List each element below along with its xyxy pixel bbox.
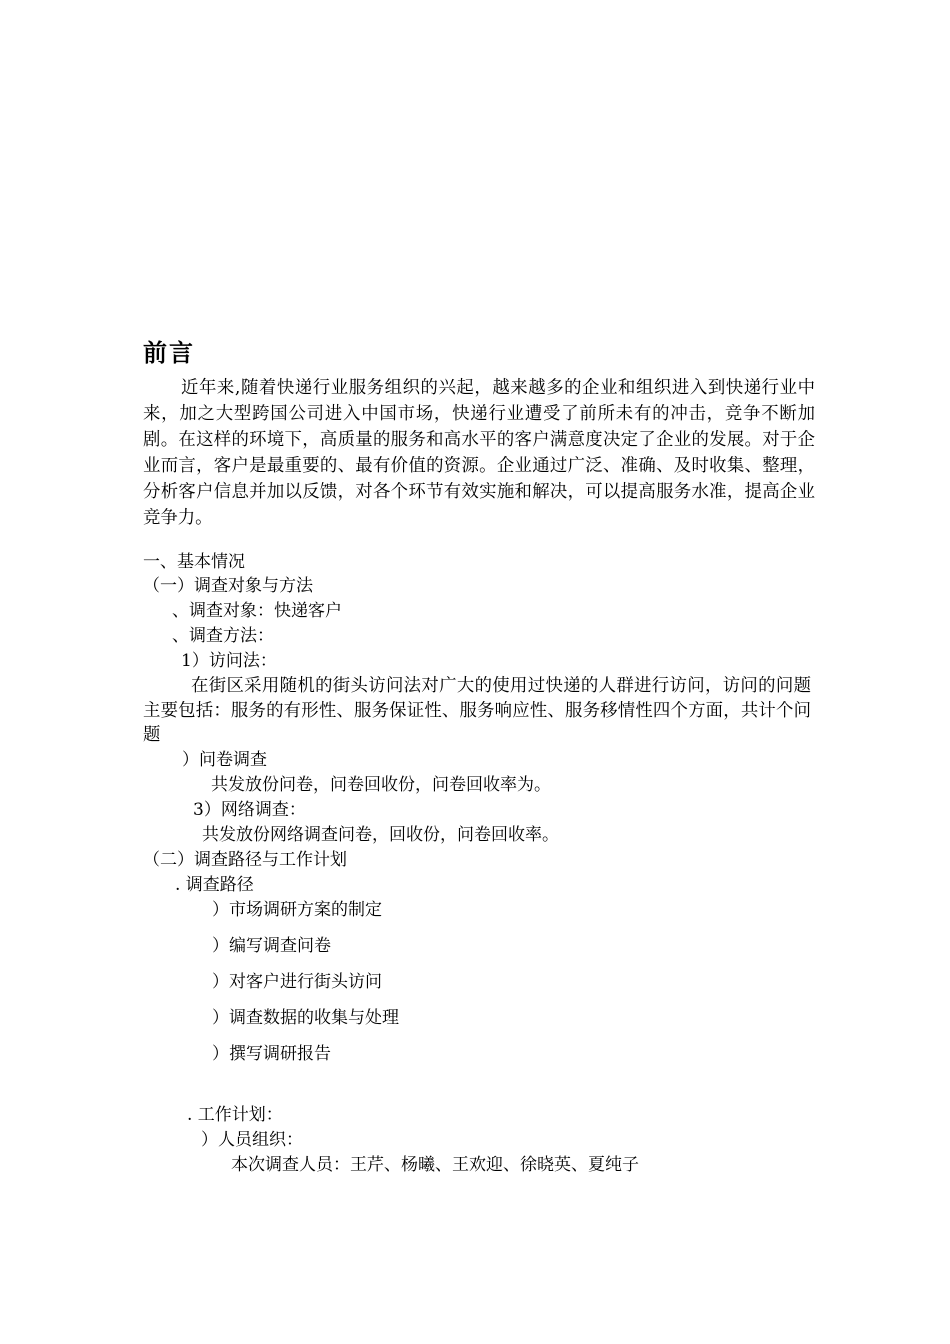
questionnaire-text: 共发放份问卷，问卷回收份，问卷回收率为。 (211, 775, 551, 795)
survey-path-heading: . 调查路径 (175, 875, 254, 895)
staff-heading: ）人员组织： (201, 1130, 303, 1150)
online-survey-heading: 3）网络调查： (193, 800, 306, 820)
questionnaire-heading: ）问卷调查 (182, 750, 267, 770)
survey-object-line: 、调查对象：快递客户 (172, 601, 342, 621)
subsection-heading-object-method: （一）调查对象与方法 (143, 576, 313, 596)
list-item: ）编写调查问卷 (212, 936, 331, 956)
survey-method-line: 、调查方法： (172, 626, 274, 646)
list-item: ）调查数据的收集与处理 (212, 1008, 399, 1028)
list-item: ）市场调研方案的制定 (212, 900, 382, 920)
staff-text: 本次调查人员：王芹、杨曦、王欢迎、徐晓英、夏纯子 (231, 1155, 639, 1175)
online-survey-text: 共发放份网络调查问卷，回收份，问卷回收率。 (202, 825, 559, 845)
work-plan-heading: . 工作计划： (187, 1105, 283, 1125)
intro-paragraph: 近年来,随着快递行业服务组织的兴起，越来越多的企业和组织进入到快递行业中来，加之大型跨国公司进入中国市场，快递行业遭受了前所未有的冲击，竞争不断加剧。在这样的环境下，高质量的服务和高水平的客户满意度决定了企业的发展。对于企业而言，客户是最重要的、最有价值的资源。企业通过广泛、准确、及时收集、整理，分析客户信息并加以反馈，对各个环节有效实施和解决，可以提高服务水准，提高企业竞争力。 (143, 378, 815, 528)
list-item: ）撰写调研报告 (212, 1044, 331, 1064)
subsection-heading-path-plan: （二）调查路径与工作计划 (143, 850, 347, 870)
visit-method-heading: 1）访问法： (181, 651, 277, 671)
section-heading-basic-info: 一、基本情况 (143, 552, 245, 572)
visit-method-paragraph: 在街区采用随机的街头访问法对广大的使用过快递的人群进行访问，访问的问题主要包括：服务的有形性、服务保证性、服务响应性、服务移情性四个方面，共计个问题 (143, 676, 811, 745)
list-item: ）对客户进行街头访问 (212, 972, 382, 992)
page-title: 前言 (143, 338, 195, 367)
